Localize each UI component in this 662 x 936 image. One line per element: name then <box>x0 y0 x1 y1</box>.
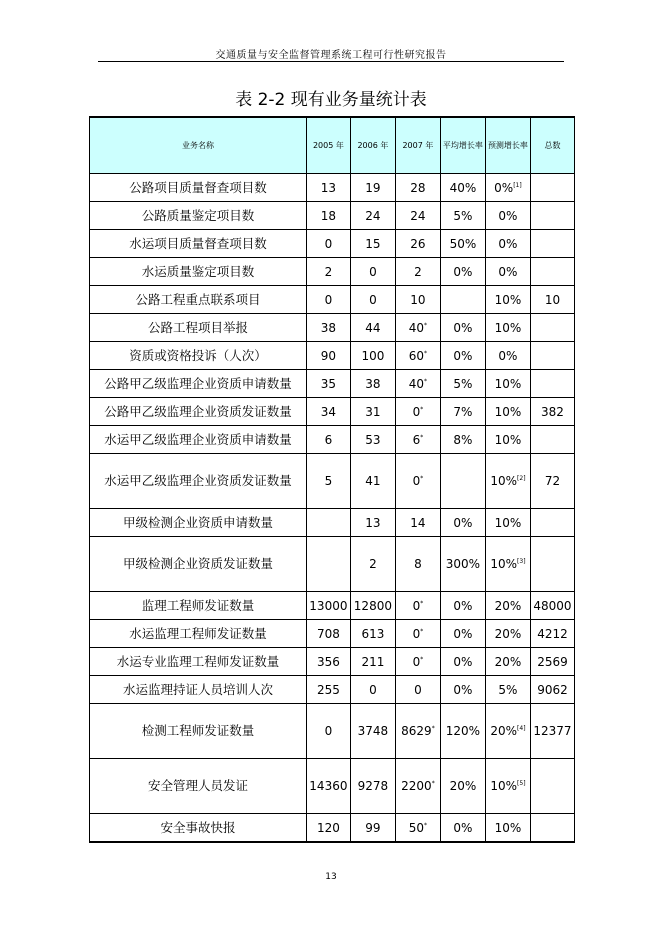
cell-2006: 24 <box>350 202 395 230</box>
cell-2005: 90 <box>306 342 350 370</box>
cell-forecast-growth <box>485 454 530 509</box>
cell-total <box>530 258 574 286</box>
cell-total: 9062 <box>530 676 574 704</box>
cell-avg-growth: 50% <box>440 230 485 258</box>
estimate-mark: * <box>431 780 435 787</box>
cell-name: 检测工程师发证数量 <box>90 704 307 759</box>
cell-total: 12377 <box>530 704 574 759</box>
cell-2006: 13 <box>350 509 395 537</box>
estimate-mark: * <box>424 321 428 329</box>
cell-2007-value: 40 <box>408 376 425 391</box>
table-row <box>90 426 575 454</box>
cell-2006: 100 <box>350 342 395 370</box>
cell-2007-value: 0 <box>412 474 421 488</box>
cell-2007-value: 0 <box>412 654 421 669</box>
cell-forecast-growth <box>485 342 530 370</box>
cell-forecast-value: 20% <box>494 654 522 669</box>
cell-forecast-growth <box>485 398 530 426</box>
estimate-mark: * <box>420 599 424 607</box>
cell-name: 公路质量鉴定项目数 <box>90 202 307 230</box>
cell-forecast-value: 10% <box>494 515 522 530</box>
cell-2005: 13000 <box>306 592 350 620</box>
cell-forecast-growth <box>485 370 530 398</box>
table-row <box>90 509 575 537</box>
cell-2007-value: 10 <box>410 292 426 307</box>
header-2006: 2006 年 <box>350 117 395 174</box>
header-2007: 2007 年 <box>395 117 440 174</box>
table-row <box>90 370 575 398</box>
table-row <box>90 620 575 648</box>
table-row <box>90 704 575 759</box>
cell-2005: 0 <box>306 286 350 314</box>
header-total: 总数 <box>530 117 574 174</box>
table-body <box>90 174 575 843</box>
table-row <box>90 230 575 258</box>
cell-2005: 34 <box>306 398 350 426</box>
cell-forecast-value: 0% <box>498 348 518 363</box>
cell-2006: 12800 <box>350 592 395 620</box>
cell-total <box>530 314 574 342</box>
cell-avg-growth: 120% <box>440 704 485 759</box>
cell-2005: 38 <box>306 314 350 342</box>
cell-forecast-growth <box>485 814 530 843</box>
cell-2005 <box>306 509 350 537</box>
footnote-ref: [4] <box>517 725 526 732</box>
cell-name: 甲级检测企业资质发证数量 <box>90 537 307 592</box>
cell-2006: 0 <box>350 258 395 286</box>
cell-2007 <box>395 426 440 454</box>
table-row <box>90 342 575 370</box>
cell-2006: 211 <box>350 648 395 676</box>
cell-name: 公路甲乙级监理企业资质发证数量 <box>90 398 307 426</box>
cell-forecast-growth <box>485 620 530 648</box>
cell-2007 <box>395 620 440 648</box>
cell-2007 <box>395 230 440 258</box>
cell-2006: 0 <box>350 676 395 704</box>
cell-2007 <box>395 814 440 843</box>
cell-2005: 18 <box>306 202 350 230</box>
cell-forecast-value: 0% <box>498 264 518 279</box>
cell-forecast-value: 10% <box>490 779 518 793</box>
footnote-ref: [1] <box>513 181 522 189</box>
cell-2007 <box>395 509 440 537</box>
cell-total <box>530 230 574 258</box>
cell-forecast-growth <box>485 258 530 286</box>
cell-forecast-value: 20% <box>490 724 518 738</box>
table-row <box>90 314 575 342</box>
cell-forecast-value: 0% <box>498 236 518 251</box>
cell-forecast-growth <box>485 648 530 676</box>
cell-2007-value: 6 <box>412 432 421 447</box>
cell-avg-growth: 0% <box>440 258 485 286</box>
cell-avg-growth: 5% <box>440 370 485 398</box>
estimate-mark: * <box>420 655 424 663</box>
cell-2007 <box>395 676 440 704</box>
cell-forecast-value: 10% <box>494 376 522 391</box>
table-row <box>90 174 575 202</box>
cell-total <box>530 509 574 537</box>
cell-2007 <box>395 648 440 676</box>
table-row <box>90 454 575 509</box>
cell-forecast-value: 10% <box>494 320 522 335</box>
cell-avg-growth: 0% <box>440 342 485 370</box>
cell-2007 <box>395 537 440 592</box>
cell-name: 甲级检测企业资质申请数量 <box>90 509 307 537</box>
cell-2005: 120 <box>306 814 350 843</box>
cell-2005: 35 <box>306 370 350 398</box>
footnote-ref: [3] <box>517 558 526 565</box>
cell-forecast-value: 5% <box>498 682 518 697</box>
cell-forecast-growth <box>485 202 530 230</box>
cell-forecast-value: 10% <box>490 474 518 488</box>
cell-name: 公路项目质量督查项目数 <box>90 174 307 202</box>
cell-avg-growth: 40% <box>440 174 485 202</box>
cell-forecast-growth <box>485 537 530 592</box>
cell-2005: 708 <box>306 620 350 648</box>
cell-name: 水运专业监理工程师发证数量 <box>90 648 307 676</box>
cell-2007 <box>395 398 440 426</box>
cell-name: 安全管理人员发证 <box>90 759 307 814</box>
table-title: 表 2-2 现有业务量统计表 <box>235 90 427 110</box>
cell-forecast-growth <box>485 286 530 314</box>
cell-2006: 41 <box>350 454 395 509</box>
cell-2007-value: 50 <box>408 820 425 835</box>
cell-2007-value: 28 <box>410 180 426 195</box>
cell-2005: 5 <box>306 454 350 509</box>
estimate-mark: * <box>424 377 428 385</box>
header-forecast-growth: 预测增长率 <box>485 117 530 174</box>
cell-2007-value: 2 <box>414 264 422 279</box>
cell-2007-value: 0 <box>412 404 421 419</box>
cell-name: 水运甲乙级监理企业资质发证数量 <box>90 454 307 509</box>
cell-total <box>530 426 574 454</box>
cell-avg-growth: 0% <box>440 648 485 676</box>
cell-2007 <box>395 759 440 814</box>
cell-2006: 19 <box>350 174 395 202</box>
cell-name: 公路甲乙级监理企业资质申请数量 <box>90 370 307 398</box>
cell-name: 公路工程重点联系项目 <box>90 286 307 314</box>
table-row <box>90 814 575 843</box>
cell-2007 <box>395 174 440 202</box>
cell-2007-value: 60 <box>408 348 425 363</box>
cell-2007-value: 40 <box>408 320 425 335</box>
cell-forecast-growth <box>485 426 530 454</box>
cell-2007-value: 0 <box>412 626 421 641</box>
cell-2005: 0 <box>306 704 350 759</box>
cell-2007 <box>395 258 440 286</box>
table-row <box>90 537 575 592</box>
cell-2006: 0 <box>350 286 395 314</box>
footnote-ref: [2] <box>517 475 526 482</box>
cell-name: 公路工程项目举报 <box>90 314 307 342</box>
cell-2007-value: 0 <box>412 598 421 613</box>
cell-avg-growth: 0% <box>440 509 485 537</box>
cell-total <box>530 202 574 230</box>
cell-name: 水运项目质量督查项目数 <box>90 230 307 258</box>
cell-forecast-growth <box>485 592 530 620</box>
cell-2007 <box>395 592 440 620</box>
cell-name: 水运质量鉴定项目数 <box>90 258 307 286</box>
cell-avg-growth: 0% <box>440 620 485 648</box>
cell-name: 水运甲乙级监理企业资质申请数量 <box>90 426 307 454</box>
table-row <box>90 398 575 426</box>
cell-forecast-value: 0% <box>498 208 518 223</box>
cell-avg-growth: 0% <box>440 592 485 620</box>
table-row <box>90 759 575 814</box>
cell-total <box>530 174 574 202</box>
cell-2005: 6 <box>306 426 350 454</box>
cell-total: 48000 <box>530 592 574 620</box>
cell-forecast-value: 20% <box>494 626 522 641</box>
cell-avg-growth: 20% <box>440 759 485 814</box>
cell-total: 72 <box>530 454 574 509</box>
cell-2007-value: 14 <box>410 515 426 530</box>
cell-forecast-growth <box>485 174 530 202</box>
cell-total <box>530 370 574 398</box>
estimate-mark: * <box>420 627 424 635</box>
cell-2007 <box>395 454 440 509</box>
table-row <box>90 286 575 314</box>
cell-total <box>530 537 574 592</box>
cell-2005 <box>306 537 350 592</box>
cell-avg-growth: 7% <box>440 398 485 426</box>
cell-forecast-value: 10% <box>490 557 518 571</box>
cell-total: 10 <box>530 286 574 314</box>
cell-2006: 15 <box>350 230 395 258</box>
cell-2006: 31 <box>350 398 395 426</box>
cell-2005: 0 <box>306 230 350 258</box>
cell-forecast-value: 0% <box>494 180 514 195</box>
estimate-mark: * <box>424 349 428 357</box>
cell-name: 水运监理持证人员培训人次 <box>90 676 307 704</box>
cell-name: 监理工程师发证数量 <box>90 592 307 620</box>
header-avg-growth: 平均增长率 <box>440 117 485 174</box>
table-row <box>90 592 575 620</box>
page-number: 13 <box>325 872 337 882</box>
cell-total: 382 <box>530 398 574 426</box>
cell-2007-value: 8629 <box>401 724 432 738</box>
cell-forecast-growth <box>485 759 530 814</box>
cell-2007-value: 24 <box>410 208 426 223</box>
estimate-mark: * <box>424 821 428 829</box>
cell-name: 安全事故快报 <box>90 814 307 843</box>
cell-total <box>530 342 574 370</box>
cell-2006: 44 <box>350 314 395 342</box>
cell-2007-value: 8 <box>414 557 422 571</box>
cell-avg-growth: 0% <box>440 314 485 342</box>
table-row <box>90 202 575 230</box>
cell-2006: 2 <box>350 537 395 592</box>
cell-forecast-growth <box>485 230 530 258</box>
header-name: 业务名称 <box>90 117 307 174</box>
cell-2005: 255 <box>306 676 350 704</box>
cell-2006: 53 <box>350 426 395 454</box>
header-2005: 2005 年 <box>306 117 350 174</box>
cell-total: 4212 <box>530 620 574 648</box>
cell-2007 <box>395 286 440 314</box>
cell-2007 <box>395 370 440 398</box>
cell-name: 水运监理工程师发证数量 <box>90 620 307 648</box>
cell-2006: 38 <box>350 370 395 398</box>
table-row <box>90 676 575 704</box>
cell-avg-growth: 0% <box>440 814 485 843</box>
cell-2005: 2 <box>306 258 350 286</box>
cell-2007 <box>395 202 440 230</box>
cell-forecast-growth <box>485 676 530 704</box>
cell-2006: 613 <box>350 620 395 648</box>
cell-2005: 356 <box>306 648 350 676</box>
cell-forecast-value: 10% <box>494 404 522 419</box>
cell-total <box>530 814 574 843</box>
table-row <box>90 258 575 286</box>
cell-2006: 3748 <box>350 704 395 759</box>
cell-2006: 9278 <box>350 759 395 814</box>
cell-2007 <box>395 704 440 759</box>
footnote-ref: [5] <box>517 780 526 787</box>
stats-table <box>89 116 575 843</box>
cell-2007-value: 2200 <box>401 779 432 793</box>
cell-2005: 13 <box>306 174 350 202</box>
estimate-mark: * <box>420 433 424 441</box>
cell-forecast-growth <box>485 314 530 342</box>
cell-2007-value: 0 <box>414 682 422 697</box>
header-rule <box>98 61 564 62</box>
cell-2007 <box>395 342 440 370</box>
table-row <box>90 648 575 676</box>
cell-avg-growth: 8% <box>440 426 485 454</box>
cell-avg-growth <box>440 286 485 314</box>
cell-total: 2569 <box>530 648 574 676</box>
cell-2007-value: 26 <box>410 236 426 251</box>
cell-avg-growth: 5% <box>440 202 485 230</box>
cell-forecast-growth <box>485 704 530 759</box>
cell-forecast-growth <box>485 509 530 537</box>
cell-forecast-value: 10% <box>494 292 522 307</box>
cell-avg-growth <box>440 454 485 509</box>
cell-forecast-value: 10% <box>494 432 522 447</box>
cell-2007 <box>395 314 440 342</box>
cell-2005: 14360 <box>306 759 350 814</box>
estimate-mark: * <box>420 405 424 413</box>
cell-forecast-value: 20% <box>494 598 522 613</box>
cell-total <box>530 759 574 814</box>
cell-avg-growth: 0% <box>440 676 485 704</box>
estimate-mark: * <box>420 475 424 482</box>
cell-avg-growth: 300% <box>440 537 485 592</box>
cell-name: 资质或资格投诉（人次） <box>90 342 307 370</box>
cell-forecast-value: 10% <box>494 820 522 835</box>
estimate-mark: * <box>431 725 435 732</box>
page-header: 交通质量与安全监督管理系统工程可行性研究报告 <box>215 50 447 61</box>
cell-2006: 99 <box>350 814 395 843</box>
